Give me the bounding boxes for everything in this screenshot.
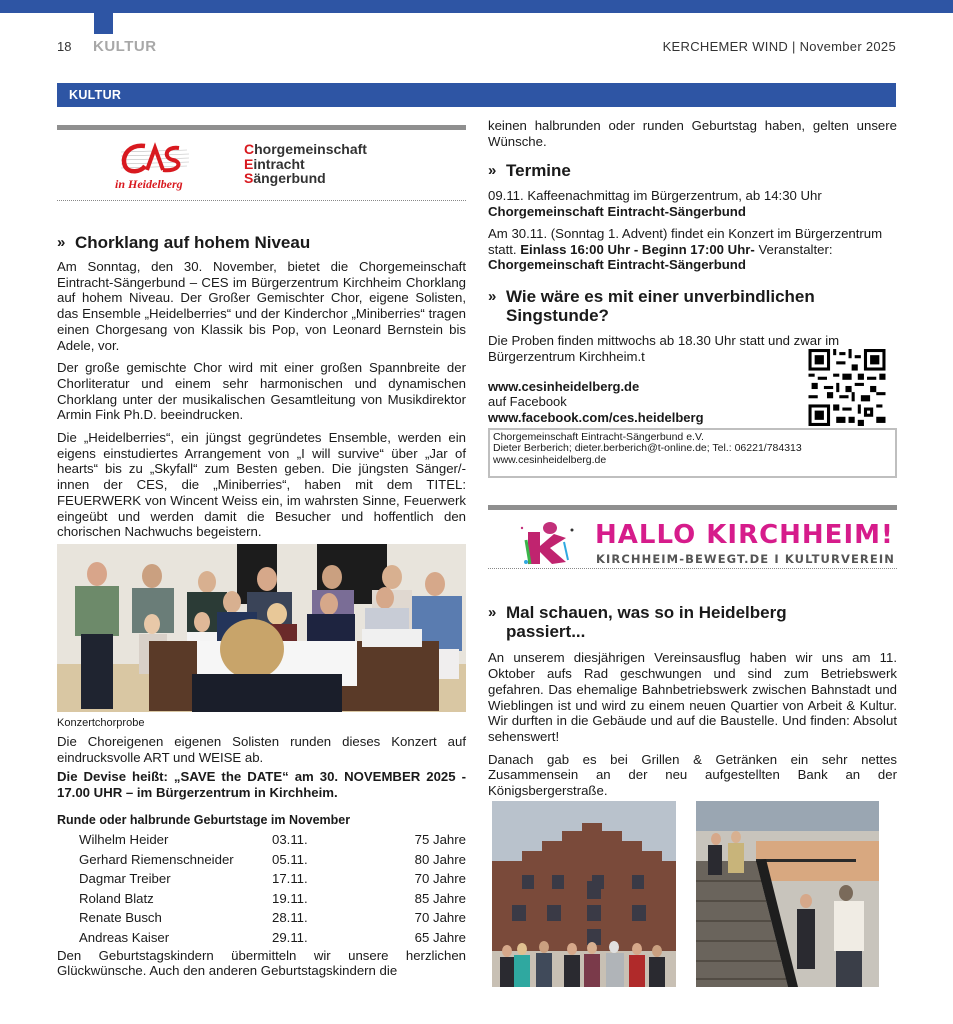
facebook-link[interactable]: www.facebook.com/ces.heidelberg [488, 409, 704, 425]
table-row: Wilhelm Heider 03.11. 75 Jahre [79, 832, 466, 848]
hallo-kirchheim-subtitle: KIRCHHEIM-BEWEGT.DE I KULTURVEREIN [596, 552, 895, 567]
article-title-heidelberg: » Mal schauen, was so in Heidelberg passiert... [488, 603, 787, 642]
brick-building-photo [492, 801, 676, 987]
contact-box [488, 428, 897, 479]
website-link[interactable]: www.cesinheidelberg.de [488, 378, 640, 394]
dotted-rule [57, 200, 466, 201]
hallo-kirchheim-title: HALLO KIRCHHEIM! [595, 520, 894, 551]
page-number: 18 [57, 39, 72, 54]
article-paragraph: Die „Heidelberries“, ein jüngst gegründetes Ensemble, werden ein eigens einstudiertes Arrangement von „I will survive“ über „Jar of hearts“ bis zu „Skyfall“ zum Besten geben. Die jüngsten Sänger/-innen der CES, die „Miniberries“, haben mit dem TITEL: FEUERWERK von Wincent Weiss ein, im wahrsten Sinne, Feuerwerk eingeübt und werden damit die Besucher und hoffentlich den chorischen Nachwuchs begeistern. [57, 430, 466, 540]
photo-caption: Konzertchorprobe [57, 716, 145, 729]
choir-rehearsal-photo [57, 544, 466, 712]
running-header [57, 38, 896, 56]
contact-person: Dieter Berberich; dieter.berberich@t-online.de; Tel.: 06221/784313 [493, 442, 802, 455]
running-section-name: KULTUR [93, 38, 157, 55]
publication-line: KERCHEMER WIND | November 2025 [662, 39, 896, 54]
article-paragraph: Am Sonntag, den 30. November, bietet die Chorgemeinschaft Eintracht-Sängerbund – CES im Bürgerzentrum Kirchheim Chorklang auf hohem Niveau. Der Großer Gemischter Chor, eigene Solisten, das Ensemble „Heidelberries“ und der Kinderchor „Miniberries“ tragen einen Chorgesang von Klassik bis Pop, von Leonard Bernstein bis Adele, vor. [57, 259, 466, 353]
table-row: Gerhard Riemenschneider 05.11. 80 Jahre [79, 851, 466, 867]
contact-org: Chorgemeinschaft Eintracht-Sängerbund e.V. [493, 430, 704, 443]
qr-code-icon[interactable] [797, 349, 897, 426]
termin-item: 09.11. Kaffeenachmittag im Bürgerzentrum, ab 14:30 Uhr Chorgemeinschaft Eintracht-Sängerbund [488, 188, 822, 220]
save-the-date: Die Devise heißt: „SAVE the DATE“ am 30. NOVEMBER 2025 - 17.00 UHR – im Bürgerzentrum in Kirchheim. [57, 769, 466, 801]
links-block [488, 379, 704, 426]
birthday-closing: Den Geburtstagskindern übermitteln wir unsere herzlichen Glückwünsche. Auch den anderen Geburtstagskindern die [57, 947, 466, 979]
chevron-right-icon: » [57, 234, 66, 251]
section-banner-label: KULTUR [69, 88, 122, 102]
continuation-text: keinen halbrunden oder runden Geburtstag haben, gelten unsere Wünsche. [488, 118, 897, 149]
ces-emblem-text: in Heidelberg [115, 177, 183, 191]
ces-emblem-icon [107, 140, 197, 195]
table-row: Renate Busch 28.11. 70 Jahre [79, 910, 466, 926]
termin-item: Am 30.11. (Sonntag 1. Advent) findet ein Konzert im Bürgerzentrum statt. Einlass 16:00 Uhr - Beginn 17:00 Uhr- Veranstalter: Chorgemeinschaft Eintracht-Sängerbund [488, 225, 883, 273]
table-row: Andreas Kaiser 29.11. 65 Jahre [79, 929, 466, 945]
excursion-photos [488, 801, 897, 991]
termine-title: » Termine [488, 161, 571, 181]
chevron-right-icon: » [488, 604, 497, 622]
left-column [57, 118, 466, 986]
table-row: Roland Blatz 19.11. 85 Jahre [79, 890, 466, 906]
article-title-chorklang: » Chorklang auf hohem Niveau [57, 233, 311, 252]
birthdays-table [57, 830, 466, 947]
hallo-kirchheim-logo [488, 510, 897, 566]
choir-photo-illustration [57, 544, 466, 712]
ces-logo [57, 130, 466, 192]
singstunde-text: Die Proben finden mittwochs ab 18.30 Uhr statt und zwar im Bürgerzentrum Kirchheim.t [488, 332, 840, 364]
singstunde-block [488, 333, 897, 428]
chevron-right-icon: » [488, 287, 497, 305]
contact-website[interactable]: www.cesinheidelberg.de [493, 453, 607, 466]
article-paragraph: Der große gemischte Chor wird mit einer großen Spannbreite der Chorliteratur und einem sehr harmonischen und dynamischen Chorklang unter der musikalischen Gesamtleitung von Musikdirektor Armin Fink Ph.D. beeindrucken. [57, 360, 466, 423]
staircase-interior-photo [696, 801, 879, 987]
top-accent-bar [0, 0, 953, 13]
singstunde-title: » Wie wäre es mit einer unverbindlichen Singstunde? [488, 286, 815, 325]
article-paragraph: Danach gab es bei Grillen & Getränken ein sehr nettes Zusammensein an der neu aufgestellten Bank an der Königsbergerstraße. [488, 751, 897, 799]
top-accent-tab [94, 13, 113, 34]
ces-wordmark: Chorgemeinschaft Eintracht Sängerbund [244, 141, 367, 186]
birthdays-heading: Runde oder halbrunde Geburtstage im November [57, 812, 351, 827]
right-column [488, 118, 897, 991]
section-banner [57, 83, 896, 107]
hallo-kirchheim-k-icon [520, 520, 582, 566]
table-row: Dagmar Treiber 17.11. 70 Jahre [79, 871, 466, 887]
article-paragraph: An unserem diesjährigen Vereinsausflug haben wir uns am 11. Oktober aufs Rad geschwungen und sind zum Betriebswerk gefahren. Das ehemalige Bahnbetriebswerk zwischen Bahnstadt und Wieblingen ist und wird zu einem neuen Quartier von Arbeit & Kultur. Wir durften in die Gebäude und auf die Baustelle. Und finden: Absolut sehenswert! [488, 650, 897, 744]
chevron-right-icon: » [488, 162, 497, 180]
facebook-label: auf Facebook [488, 394, 567, 410]
dotted-rule [488, 568, 897, 569]
article-paragraph: Die Choreigenen eigenen Solisten runden dieses Konzert auf eindrucksvolle ART und WEISE ab. [57, 733, 466, 765]
